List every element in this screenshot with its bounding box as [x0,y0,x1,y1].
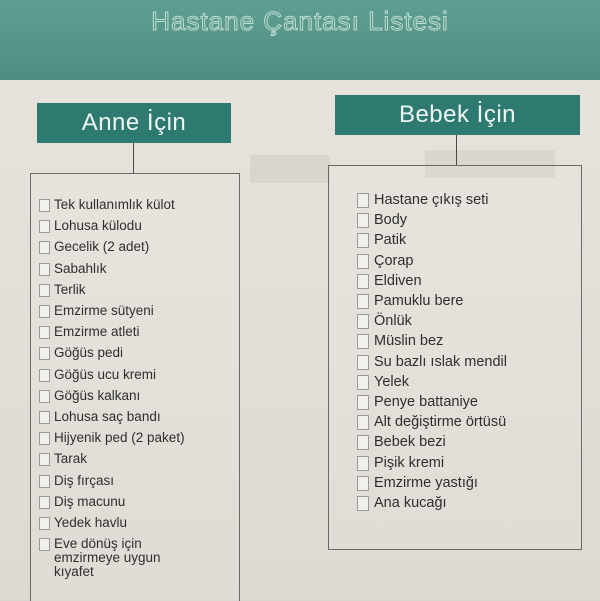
checkbox[interactable] [357,274,369,289]
checkbox[interactable] [357,314,369,329]
item-label: Yelek [374,373,409,390]
item-label: Göğüs pedi [54,345,124,361]
checkbox[interactable] [39,517,50,530]
checklist-item[interactable] [357,394,478,410]
checkbox[interactable] [357,435,369,450]
checkbox[interactable] [357,355,369,370]
checklist-item[interactable] [39,474,114,488]
item-label: Tek kullanımlık külot [54,197,175,212]
checklist-item[interactable] [39,325,140,339]
item-label: Ana kucağı [374,495,447,511]
item-label: Göğüs ucu kremi [54,366,157,382]
item-label: Çorap [374,252,414,269]
checklist-item[interactable] [39,262,107,276]
checklist-item[interactable] [39,389,140,403]
checkbox[interactable] [39,263,50,276]
checklist-item[interactable] [357,333,443,349]
checklist-item[interactable] [39,495,125,509]
checklist-item[interactable] [357,495,447,511]
checklist-item[interactable] [357,253,414,269]
checklist-item[interactable] [357,374,409,390]
checkbox[interactable] [357,395,369,410]
background-bleed [250,155,330,183]
item-label: Lohusa saç bandı [54,409,161,424]
item-label: Su bazlı ıslak mendil [374,353,507,370]
item-label: Pişik kremi [374,454,445,471]
item-label: Emzirme sütyeni [54,303,154,318]
checklist-item[interactable] [39,516,127,530]
checklist-item[interactable] [39,431,185,445]
checkbox[interactable] [39,453,50,466]
item-label: Lohusa külodu [54,218,142,234]
connector-line [133,143,134,173]
item-label: Bebek bezi [374,434,446,451]
checkbox[interactable] [357,375,369,390]
connector-line [456,135,457,165]
checkbox[interactable] [357,233,369,248]
item-label: Önlük [374,313,412,330]
item-label: Göğüs kalkanı [54,387,141,403]
checklist-item[interactable] [39,410,161,424]
checkbox[interactable] [39,496,50,509]
checkbox[interactable] [39,369,50,382]
checkbox[interactable] [39,411,50,424]
item-label: Diş fırçası [54,472,115,488]
checklist-item[interactable] [357,455,444,471]
checkbox[interactable] [39,390,50,403]
checklist-item[interactable] [357,434,446,450]
checkbox[interactable] [357,193,369,208]
checkbox[interactable] [357,254,369,269]
checkbox[interactable] [39,199,50,212]
checklist-item[interactable] [357,293,463,309]
checklist-item[interactable] [39,219,142,233]
item-label: Alt değiştirme örtüsü [374,414,507,431]
item-label: Patik [374,232,407,249]
checklist-item[interactable] [39,537,161,579]
checklist-item[interactable] [39,198,175,212]
baby-checklist [328,165,582,550]
checkbox[interactable] [357,476,369,491]
checklist-item[interactable] [357,354,507,370]
checkbox[interactable] [39,538,50,551]
checkbox[interactable] [357,496,369,511]
checklist-item[interactable] [39,368,156,382]
top-banner [0,0,600,80]
item-label: Pamuklu bere [374,293,464,309]
checklist-item[interactable] [39,283,86,297]
item-label: Eve dönüş için emzirmeye uygun kıyafet [54,536,161,580]
baby-header: Bebek İçin [335,95,580,135]
item-label: Müslin bez [374,333,444,350]
checklist-item[interactable] [357,313,412,329]
checklist-item[interactable] [39,304,154,318]
item-label: Yedek havlu [54,515,128,530]
checklist-item[interactable] [357,232,406,248]
checkbox[interactable] [39,432,50,445]
item-label: Hijyenik ped (2 paket) [54,430,185,446]
checklist-item[interactable] [357,273,422,289]
checkbox[interactable] [39,326,50,339]
checklist-item[interactable] [357,192,488,208]
item-label: Emzirme yastığı [374,474,478,491]
checklist-item[interactable] [39,346,123,360]
item-label: Penye battaniye [374,394,478,410]
checkbox[interactable] [357,294,369,309]
checkbox[interactable] [39,220,50,233]
checkbox[interactable] [357,415,369,430]
checkbox[interactable] [39,284,50,297]
mother-checklist [30,173,240,601]
checklist-item[interactable] [357,212,407,228]
checkbox[interactable] [357,456,369,471]
item-label: Tarak [54,451,88,467]
checklist-item[interactable] [39,452,87,466]
checkbox[interactable] [39,475,50,488]
item-label: Hastane çıkış seti [374,192,489,208]
mother-header: Anne İçin [37,103,231,143]
checklist-item[interactable] [357,475,478,491]
item-label: Diş macunu [54,493,126,509]
checkbox[interactable] [39,305,50,318]
item-label: Body [374,212,408,229]
item-label: Eldiven [374,272,422,289]
checkbox[interactable] [39,347,50,360]
checkbox[interactable] [357,334,369,349]
item-label: Emzirme atleti [54,324,140,340]
item-label: Gecelik (2 adet) [54,239,150,255]
item-label: Terlik [54,281,86,297]
item-label: Sabahlık [54,260,107,276]
checkbox[interactable] [357,213,369,228]
checkbox[interactable] [39,241,50,254]
checklist-item[interactable] [357,414,506,430]
checklist-item[interactable] [39,240,149,254]
page-title: Hastane Çantası Listesi [151,6,449,36]
